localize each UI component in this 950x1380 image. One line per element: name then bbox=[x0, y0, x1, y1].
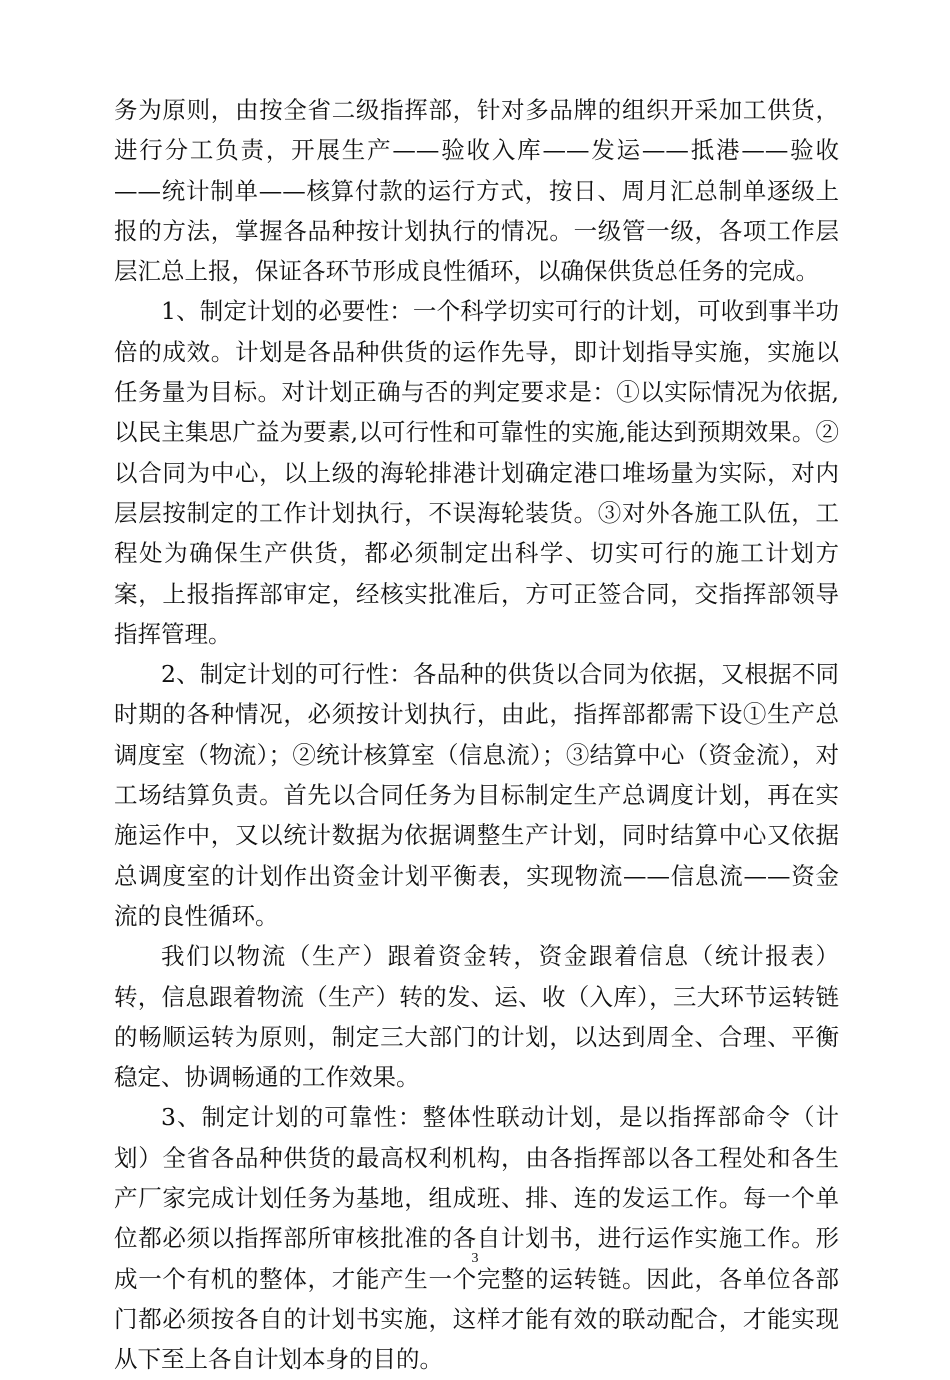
body-text bbox=[114, 90, 839, 1380]
paragraph-feasibility: 2、制定计划的可行性：各品种的供货以合同为依据，又根据不同时期的各种情况，必须按计划执行，由此，指挥部都需下设①生产总调度室（物流）；②统计核算室（信息流）；③结算中心（资金流），对工场结算负责。首先以合同任务为目标制定生产总调度计划，再在实施运作中，又以统计数据为依据调整生产计划，同时结算中心又依据总调度室的计划作出资金计划平衡表，实现物流——信息流——资金流的良性循环。 bbox=[114, 660, 839, 930]
paragraph-necessity: 1、制定计划的必要性：一个科学切实可行的计划，可收到事半功倍的成效。计划是各品种供货的运作先导，即计划指导实施，实施以任务量为目标。对计划正确与否的判定要求是：①以实际情况为依据,以民主集思广益为要素,以可行性和可靠性的实施,能达到预期效果。②以合同为中心，以上级的海轮排港计划确定港口堆场量为实际，对内层层按制定的工作计划执行，不误海轮装货。③对外各施工队伍，工程处为确保生产供货，都必须制定出科学、切实可行的施工计划方案，上报指挥部审定，经核实批准后，方可正签合同，交指挥部领导指挥管理。 bbox=[114, 297, 839, 648]
paragraph-logistics-principle: 我们以物流（生产）跟着资金转，资金跟着信息（统计报表）转，信息跟着物流（生产）转的发、运、收（入库），三大环节运转链的畅顺运转为原则，制定三大部门的计划，以达到周全、合理、平衡稳定、协调畅通的工作效果。 bbox=[114, 942, 839, 1092]
paragraph-reliability: 3、制定计划的可靠性：整体性联动计划，是以指挥部命令（计划）全省各品种供货的最高权利机构，由各指挥部以各工程处和各生产厂家完成计划任务为基地，组成班、排、连的发运工作。每一个单位都必须以指挥部所审核批准的各自计划书，进行运作实施工作。形成一个有机的整体，才能产生一个完整的运转链。因此，各单位各部门都必须按各自的计划书实施，这样才能有效的联动配合，才能实现从下至上各自计划本身的目的。 bbox=[114, 1103, 839, 1374]
page-number: 3 bbox=[471, 1251, 479, 1266]
paragraph-continuation: 务为原则，由按全省二级指挥部，针对多品牌的组织开采加工供货，进行分工负责，开展生产——验收入库——发运——抵港——验收——统计制单——核算付款的运行方式，按日、周月汇总制单逐级上报的方法，掌握各品种按计划执行的情况。一级管一级，各项工作层层汇总上报，保证各环节形成良性循环，以确保供货总任务的完成。 bbox=[114, 96, 839, 286]
